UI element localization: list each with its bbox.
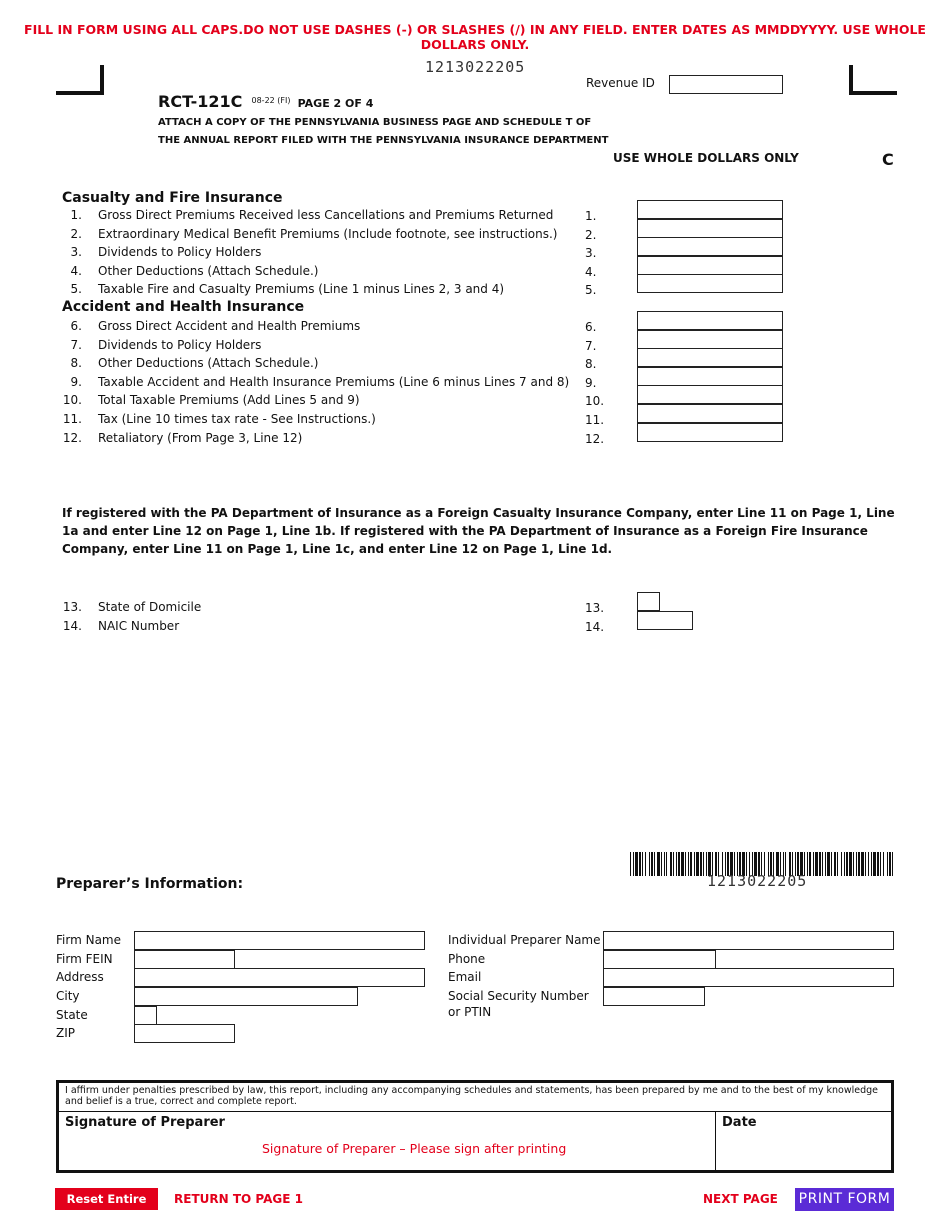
line-number: 7. <box>70 337 82 352</box>
barcode-bar <box>690 852 692 876</box>
barcode-bar <box>822 852 823 876</box>
barcode-bar <box>639 852 641 876</box>
barcode-bar <box>853 852 854 876</box>
barcode-bar <box>865 852 866 876</box>
schedule-letter: C <box>882 150 894 169</box>
line-number: 9. <box>70 374 82 389</box>
revenue-id-input[interactable] <box>669 75 783 94</box>
casualty-section-title: Casualty and Fire Insurance <box>62 190 283 206</box>
barcode-bar <box>877 852 879 876</box>
line-number: 11. <box>62 412 82 426</box>
line-label: Retaliatory (From Page 3, Line 12) <box>98 430 303 445</box>
line-ref-number: 1. <box>585 209 597 223</box>
barcode-bar <box>809 852 811 876</box>
form-version: 08-22 (FI) <box>251 96 291 105</box>
individual-preparer-input[interactable] <box>603 931 894 950</box>
signature-label: Signature of Preparer <box>65 1115 225 1130</box>
line-label: Gross Direct Premiums Received less Cancellations and Premiums Returned <box>98 208 554 222</box>
city-label: City <box>56 989 80 1003</box>
barcode-bar <box>681 852 684 876</box>
registration-note: If registered with the PA Department of Insurance as a Foreign Casualty Insurance Company, enter Line 11 on Page 1, Line 1a and enter Line 12 on Page 1, Line 1b. If registered with the PA Department of Insurance as a Foreign Fire Insurance Company, enter Line 11 on Page 1, Line 1c, and enter Line 12 on Page 1, Line 1d. <box>62 506 895 556</box>
barcode-bar <box>673 852 674 876</box>
barcode-bar <box>815 852 818 876</box>
barcode-bar <box>670 852 672 876</box>
barcode-bar <box>887 852 888 876</box>
preparer-title: Preparer’s Information: <box>56 876 244 892</box>
barcode-bar <box>837 852 838 876</box>
whole-dollars-note: USE WHOLE DOLLARS ONLY <box>613 151 799 165</box>
line-number: 5. <box>70 282 82 297</box>
line-ref-number: 10. <box>585 394 605 409</box>
city-input[interactable] <box>134 987 358 1006</box>
zip-input[interactable] <box>134 1024 235 1043</box>
barcode-bar <box>858 852 860 876</box>
ptin-label: or PTIN <box>448 1005 492 1019</box>
line-label: NAIC Number <box>98 619 180 633</box>
barcode-bar <box>849 852 852 876</box>
barcode-bar <box>676 852 677 876</box>
barcode-bar <box>834 852 836 876</box>
barcode-bar <box>831 852 832 876</box>
phone-label: Phone <box>448 952 486 966</box>
page-label: PAGE 2 OF 4 <box>297 97 374 110</box>
line-number: 1. <box>70 208 82 222</box>
line-value-input[interactable] <box>637 385 783 404</box>
address-input[interactable] <box>134 968 425 987</box>
line-value-input[interactable] <box>637 348 783 367</box>
barcode-bar <box>856 852 857 876</box>
individual-preparer-label: Individual Preparer Name <box>448 933 601 947</box>
line-label: Extraordinary Medical Benefit Premiums (Include footnote, see instructions.) <box>98 226 558 241</box>
line-ref-number: 13. <box>585 601 605 615</box>
line-value-input[interactable] <box>637 274 783 293</box>
barcode-bar <box>642 852 643 876</box>
line-ref-number: 8. <box>585 357 597 372</box>
revenue-id-label: Revenue ID <box>586 76 655 90</box>
barcode-bar <box>664 852 665 876</box>
firm-fein-input[interactable] <box>134 950 235 969</box>
line-number: 4. <box>70 263 82 278</box>
line-value-input[interactable] <box>637 311 783 330</box>
return-to-page-1-button[interactable]: RETURN TO PAGE 1 <box>174 1192 303 1206</box>
barcode-bar <box>645 852 646 876</box>
form-title: RCT-121C <box>158 92 243 111</box>
signature-box <box>56 1080 894 1173</box>
line-number: 12. <box>62 430 82 445</box>
barcode-bar <box>846 852 848 876</box>
form-title-row <box>158 92 373 111</box>
attach-line-2: THE ANNUAL REPORT FILED WITH THE PENNSYLVANIA INSURANCE DEPARTMENT <box>158 135 609 146</box>
line-ref-number: 2. <box>585 227 597 242</box>
form-instructions: FILL IN FORM USING ALL CAPS.DO NOT USE DASHES (-) OR SLASHES (/) IN ANY FIELD. ENTER DATES AS MMDDYYYY. USE WHOLE DOLLARS ONLY. <box>24 22 926 52</box>
line-value-input[interactable] <box>637 423 783 442</box>
barcode-bar <box>813 852 814 876</box>
line-label: Other Deductions (Attach Schedule.) <box>98 263 319 278</box>
line-value-input[interactable] <box>637 404 783 423</box>
attach-line-1: ATTACH A COPY OF THE PENNSYLVANIA BUSINESS PAGE AND SCHEDULE T OF <box>158 117 592 128</box>
line-label: Taxable Fire and Casualty Premiums (Line 1 minus Lines 2, 3 and 4) <box>98 282 505 297</box>
line-label: Tax (Line 10 times tax rate - See Instructions.) <box>98 412 376 426</box>
line-ref-number: 11. <box>585 413 605 427</box>
barcode-bar <box>649 852 650 876</box>
state-label: State <box>56 1008 88 1022</box>
barcode-bar <box>861 852 864 876</box>
ssn-input[interactable] <box>603 987 705 1006</box>
barcode-bar <box>883 852 884 876</box>
barcode-bar <box>651 852 653 876</box>
line-label: Gross Direct Accident and Health Premiums <box>98 319 361 333</box>
zip-label: ZIP <box>56 1026 75 1040</box>
line-ref-number: 4. <box>585 264 597 279</box>
barcode-bar <box>694 852 695 876</box>
line-ref-number: 3. <box>585 246 597 261</box>
barcode-bar <box>873 852 876 876</box>
firm-name-input[interactable] <box>134 931 425 950</box>
reset-form-button[interactable]: Reset Entire Form <box>55 1188 158 1210</box>
line-ref-number: 6. <box>585 320 597 334</box>
line-number: 14. <box>62 619 82 633</box>
line-value-input[interactable] <box>637 330 783 349</box>
barcode-bar <box>841 852 842 876</box>
line-ref-number: 14. <box>585 620 605 634</box>
barcode-bar <box>819 852 821 876</box>
line-ref-number: 5. <box>585 283 597 298</box>
barcode-bar <box>666 852 667 876</box>
date-divider <box>715 1111 716 1170</box>
line-value-input[interactable] <box>637 256 783 275</box>
barcode-bar <box>635 852 638 876</box>
firm-name-label: Firm Name <box>56 933 121 947</box>
barcode-bar <box>880 852 881 876</box>
barcode-bar <box>654 852 655 876</box>
state-input[interactable] <box>134 1006 157 1025</box>
line-value-input[interactable] <box>637 592 660 611</box>
barcode-bar <box>685 852 686 876</box>
line-number: 2. <box>70 226 82 241</box>
barcode-bar <box>868 852 869 876</box>
line-ref-number: 7. <box>585 338 597 353</box>
signature-hint[interactable]: Signature of Preparer – Please sign after printing <box>262 1141 567 1156</box>
phone-input[interactable] <box>603 950 716 969</box>
line-number: 3. <box>70 245 82 260</box>
barcode-bar <box>892 852 893 876</box>
ssn-label: Social Security Number <box>448 989 589 1003</box>
barcode-bar <box>871 852 872 876</box>
print-form-button[interactable]: PRINT FORM <box>795 1188 894 1211</box>
barcode-bar <box>696 852 699 876</box>
line-label: State of Domicile <box>98 600 202 614</box>
signature-divider <box>59 1111 891 1112</box>
line-label: Taxable Accident and Health Insurance Premiums (Line 6 minus Lines 7 and 8) <box>98 374 570 389</box>
registration-mark-left <box>56 65 104 95</box>
barcode-bar <box>630 852 631 876</box>
barcode-bar <box>657 852 660 876</box>
barcode-bar <box>827 852 830 876</box>
date-label: Date <box>722 1115 757 1130</box>
accident-section-title: Accident and Health Insurance <box>62 299 305 315</box>
line-ref-number: 12. <box>585 431 605 446</box>
line-label: Dividends to Policy Holders <box>98 337 262 352</box>
line-number: 10. <box>62 393 82 408</box>
line-label: Dividends to Policy Holders <box>98 245 262 260</box>
email-label: Email <box>448 970 482 984</box>
line-number: 13. <box>62 600 82 614</box>
line-number: 8. <box>70 356 82 371</box>
form-code-top: 1213022205 <box>425 58 526 76</box>
barcode-bar <box>678 852 680 876</box>
line-label: Total Taxable Premiums (Add Lines 5 and 9) <box>98 393 360 408</box>
barcode-bar <box>688 852 689 876</box>
barcode-bar <box>700 852 702 876</box>
line-label: Other Deductions (Attach Schedule.) <box>98 356 319 371</box>
address-label: Address <box>56 970 104 984</box>
barcode-number: 1213022205 <box>707 872 808 890</box>
barcode-bar <box>661 852 662 876</box>
line-value-input[interactable] <box>637 219 783 238</box>
line-number: 6. <box>70 319 82 333</box>
barcode-bar <box>889 852 891 876</box>
barcode-bar <box>633 852 634 876</box>
line-value-input[interactable] <box>637 611 693 630</box>
barcode-bar <box>844 852 845 876</box>
affirmation-text: I affirm under penalties prescribed by law, this report, including any accompanying schedules and statements, has been prepared by me and to the best of my knowledge and belief is a true, correct and complete report. <box>65 1085 879 1107</box>
line-ref-number: 9. <box>585 375 597 390</box>
barcode-bar <box>703 852 704 876</box>
registration-mark-right <box>849 65 897 95</box>
firm-fein-label: Firm FEIN <box>56 952 113 966</box>
next-page-button[interactable]: NEXT PAGE <box>703 1192 778 1206</box>
email-input[interactable] <box>603 968 894 987</box>
line-value-input[interactable] <box>637 200 783 219</box>
line-value-input[interactable] <box>637 237 783 256</box>
barcode-bar <box>825 852 826 876</box>
line-value-input[interactable] <box>637 367 783 386</box>
